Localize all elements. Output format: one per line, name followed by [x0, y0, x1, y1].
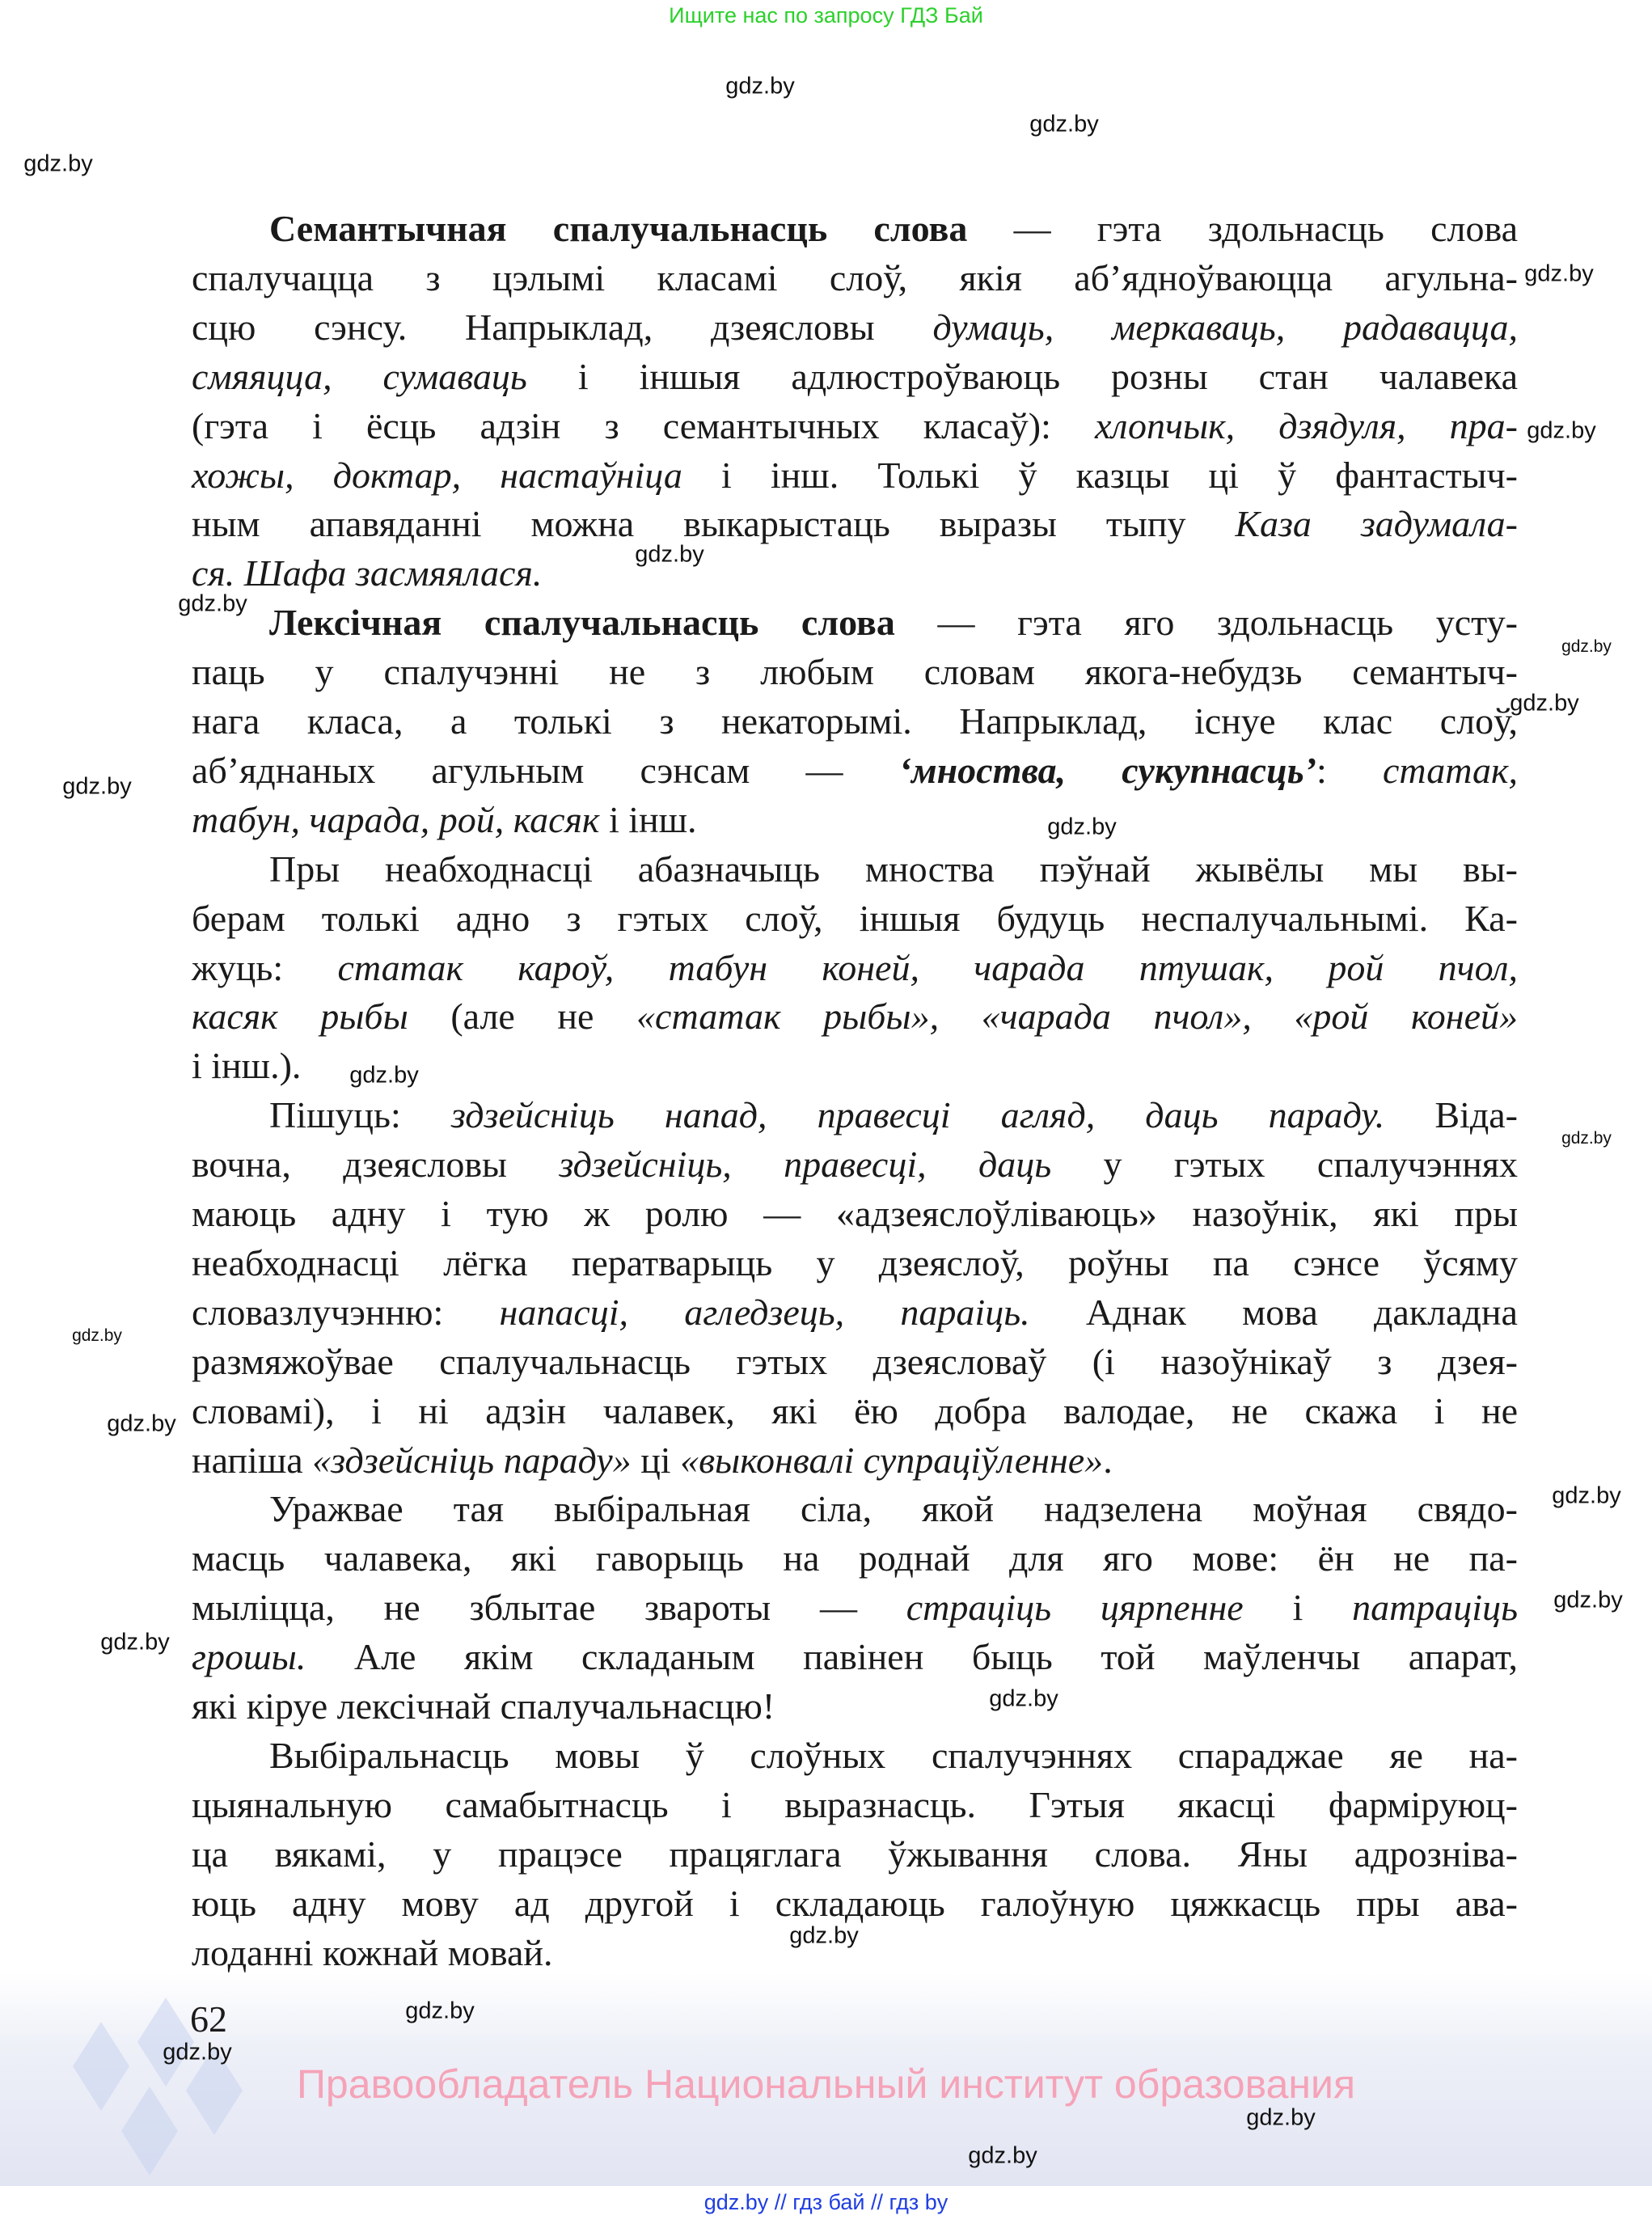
- text-run: Пішуць:: [269, 1094, 451, 1136]
- text-run: цыянальную самабытнасць і выразнасць. Гэтыя якасці фарміруюц-: [192, 1783, 1518, 1825]
- text-line: [269, 844, 1518, 894]
- watermark: gdz.by: [107, 1410, 176, 1437]
- text-run: і іншыя адлюстроўваюць розны стан чалавека: [526, 355, 1519, 397]
- text-run: Пры неабходнасці абазначыць мноства пэўнай жывёлы мы вы-: [269, 848, 1518, 890]
- text-run: — гэта яго здольнасць усту-: [894, 602, 1518, 644]
- text-line: [192, 1583, 1518, 1632]
- text-run: .: [1103, 1439, 1113, 1481]
- text-line: [192, 795, 1518, 844]
- text-line: [192, 1533, 1518, 1583]
- watermark: gdz.by: [23, 150, 93, 177]
- text-run: паць у спалучэнні не з любым словам якога-небудзь семантыч-: [192, 651, 1518, 693]
- example-italic: хожы, доктар, настаўніца: [192, 454, 682, 496]
- text-line: [192, 1681, 1518, 1731]
- watermark: gdz.by: [1553, 1587, 1623, 1613]
- watermark: gdz.by: [72, 1326, 122, 1345]
- text-run: аб’яднаных агульным сэнсам —: [192, 749, 899, 791]
- watermark: gdz.by: [1561, 1129, 1612, 1148]
- page-number: 62: [190, 1998, 227, 2040]
- text-line: [269, 1731, 1518, 1780]
- text-line: [192, 548, 1518, 598]
- text-run: мыліцца, не зблытае звароты —: [192, 1587, 906, 1629]
- text-run: Віда-: [1384, 1094, 1518, 1136]
- text-line: [192, 1780, 1518, 1829]
- text-line: [192, 1337, 1518, 1386]
- example-italic: страціць цярпенне: [906, 1587, 1244, 1629]
- watermark: gdz.by: [178, 590, 247, 617]
- text-run: спалучацца з цэлымі класамі слоў, якія аб’ядноўваюцца агульна-: [192, 256, 1518, 298]
- text-run: берам толькі адно з гэтых слоў, іншыя будуць неспалучальнымі. Ка-: [192, 897, 1518, 939]
- text-run: словазлучэнню:: [192, 1291, 500, 1333]
- text-run: вочна, дзеясловы: [192, 1144, 560, 1186]
- watermark: gdz.by: [349, 1062, 419, 1089]
- watermark: gdz.by: [163, 2039, 232, 2065]
- example-italic: «выконвалі супраціўленне»: [680, 1439, 1104, 1481]
- text-run: і інш.).: [192, 1045, 302, 1087]
- example-italic: патраціць: [1352, 1587, 1518, 1629]
- example-italic: здзейсніць, правесці, даць: [559, 1144, 1052, 1186]
- text-line: [192, 1879, 1518, 1928]
- term-bold: Лексічная спалучальнасць слова: [269, 602, 895, 644]
- example-italic: статак кароў, табун коней, чарада птушак, рой пчол,: [337, 946, 1518, 988]
- text-line: [269, 1484, 1518, 1533]
- watermark: gdz.by: [1047, 814, 1117, 840]
- text-run: ці: [631, 1439, 681, 1481]
- text-line: [192, 991, 1518, 1041]
- watermark: gdz.by: [789, 1922, 859, 1949]
- text-line: [192, 894, 1518, 943]
- example-italic: статак,: [1383, 749, 1519, 791]
- example-italic: смяяцца, сумаваць: [192, 355, 527, 397]
- watermark: gdz.by: [100, 1629, 170, 1655]
- text-line: [269, 204, 1518, 253]
- example-italic: Каза задумала-: [1235, 503, 1519, 545]
- text-run: Але якім складаным павінен быць той маўленчы апарат,: [306, 1636, 1518, 1678]
- example-italic: ‘мноства, сукупнасць’: [898, 749, 1317, 791]
- example-italic: здзейсніць напад, правесці агляд, даць параду.: [450, 1094, 1385, 1136]
- text-run: :: [1316, 749, 1384, 791]
- example-italic: ся. Шафа засмяялася.: [192, 552, 543, 594]
- text-run: — гэта здольнасць слова: [967, 208, 1518, 249]
- text-line: [192, 943, 1518, 992]
- text-line: [192, 253, 1518, 302]
- text-line: [192, 302, 1518, 352]
- text-run: Аднак мова дакладна: [1029, 1291, 1518, 1333]
- watermark: gdz.by: [725, 73, 795, 99]
- text-line: [192, 1829, 1518, 1879]
- watermark: gdz.by: [989, 1685, 1058, 1712]
- example-italic: «здзейсніць параду»: [312, 1439, 632, 1481]
- text-run: і: [1243, 1587, 1353, 1629]
- text-line: [192, 1238, 1518, 1287]
- example-italic: касяк рыбы: [192, 996, 408, 1038]
- watermark: gdz.by: [1029, 111, 1099, 137]
- text-line: [192, 401, 1518, 450]
- text-run: словамі), і ні адзін чалавек, які ёю добра валодае, не скажа і не: [192, 1389, 1518, 1431]
- text-line: [192, 450, 1518, 500]
- text-line: [269, 598, 1518, 647]
- text-run: маюць адну і тую ж ролю — «адзеяслоўліваюць» назоўнік, які пры: [192, 1193, 1518, 1234]
- watermark: gdz.by: [1510, 690, 1579, 717]
- text-line: [192, 1287, 1518, 1337]
- text-line: [192, 1189, 1518, 1238]
- term-bold: Семантычная спалучальнасць слова: [269, 208, 968, 249]
- watermark: gdz.by: [968, 2142, 1037, 2169]
- example-italic: напасці, агледзець, параіць.: [499, 1291, 1030, 1333]
- text-line: [192, 1435, 1518, 1485]
- search-hint-banner: Ищите нас по запросу ГДЗ Бай: [669, 3, 983, 27]
- text-run: нага класа, а толькі з некаторымі. Напрыклад, існуе клас слоў,: [192, 700, 1518, 742]
- watermark: gdz.by: [1527, 417, 1596, 444]
- text-line: [192, 1139, 1518, 1189]
- text-line: [192, 499, 1518, 548]
- watermark: gdz.by: [405, 1998, 475, 2024]
- text-line: [192, 1386, 1518, 1435]
- watermark: gdz.by: [1246, 2104, 1316, 2131]
- example-italic: табун, чарада, рой, касяк: [192, 798, 600, 840]
- text-run: Выбіральнасць мовы ў слоўных спалучэннях спараджае яе на-: [269, 1734, 1518, 1776]
- text-run: напіша: [192, 1439, 313, 1481]
- text-line: [192, 352, 1518, 401]
- example-italic: хлопчык, дзядуля, пра-: [1094, 404, 1518, 446]
- text-run: жуць:: [192, 946, 338, 988]
- text-run: і інш.: [599, 798, 697, 840]
- watermark: gdz.by: [62, 773, 132, 800]
- text-run: юць адну мову ад другой і складаюць галоўную цяжкасць пры ава-: [192, 1882, 1518, 1924]
- text-run: размяжоўвае спалучальнасць гэтых дзеясловаў (і назоўнікаў з дзея-: [192, 1340, 1518, 1382]
- example-italic: думаць, меркаваць, радавацца,: [932, 306, 1518, 348]
- watermark: gdz.by: [1552, 1482, 1621, 1509]
- text-run: сцю сэнсу. Напрыклад, дзеясловы: [192, 306, 933, 348]
- text-run: у гэтых спалучэннях: [1051, 1144, 1518, 1186]
- text-run: і інш. Толькі ў казцы ці ў фантастыч-: [682, 454, 1518, 496]
- text-line: [192, 746, 1518, 795]
- text-run: (гэта і ёсць адзін з семантычных класаў):: [192, 404, 1095, 446]
- watermark: gdz.by: [635, 541, 704, 568]
- text-line: [192, 1632, 1518, 1681]
- text-run: неабходнасці лёгка ператварыць у дзеяслоў, роўны па сэнсе ўсяму: [192, 1241, 1518, 1283]
- text-run: масць чалавека, які гаворыць на роднай для яго мове: ён не па-: [192, 1537, 1518, 1579]
- watermark: gdz.by: [1561, 637, 1612, 656]
- text-run: Уражвае тая выбіральная сіла, якой надзелена моўная свядо-: [269, 1488, 1518, 1530]
- footer-links[interactable]: gdz.by // гдз бай // гдз by: [703, 2190, 949, 2214]
- example-italic: «статак рыбы», «чарада пчол», «рой коней»: [636, 996, 1519, 1038]
- example-italic: грошы.: [192, 1636, 306, 1678]
- text-run: ца вякамі, у працэсе працяглага ўжывання слова. Яны адрозніва-: [192, 1833, 1518, 1875]
- text-run: (але не: [408, 996, 637, 1038]
- copyright-notice: Правообладатель Национальный институт образования: [296, 2061, 1356, 2107]
- text-run: які кіруе лексічнай спалучальнасцю!: [192, 1685, 775, 1727]
- text-run: ным апавяданні можна выкарыстаць выразы тыпу: [192, 503, 1236, 545]
- watermark: gdz.by: [1524, 260, 1594, 287]
- text-line: [192, 647, 1518, 696]
- text-run: лоданні кожнай мовай.: [192, 1931, 553, 1973]
- text-line: [269, 1090, 1518, 1139]
- text-line: [192, 696, 1518, 746]
